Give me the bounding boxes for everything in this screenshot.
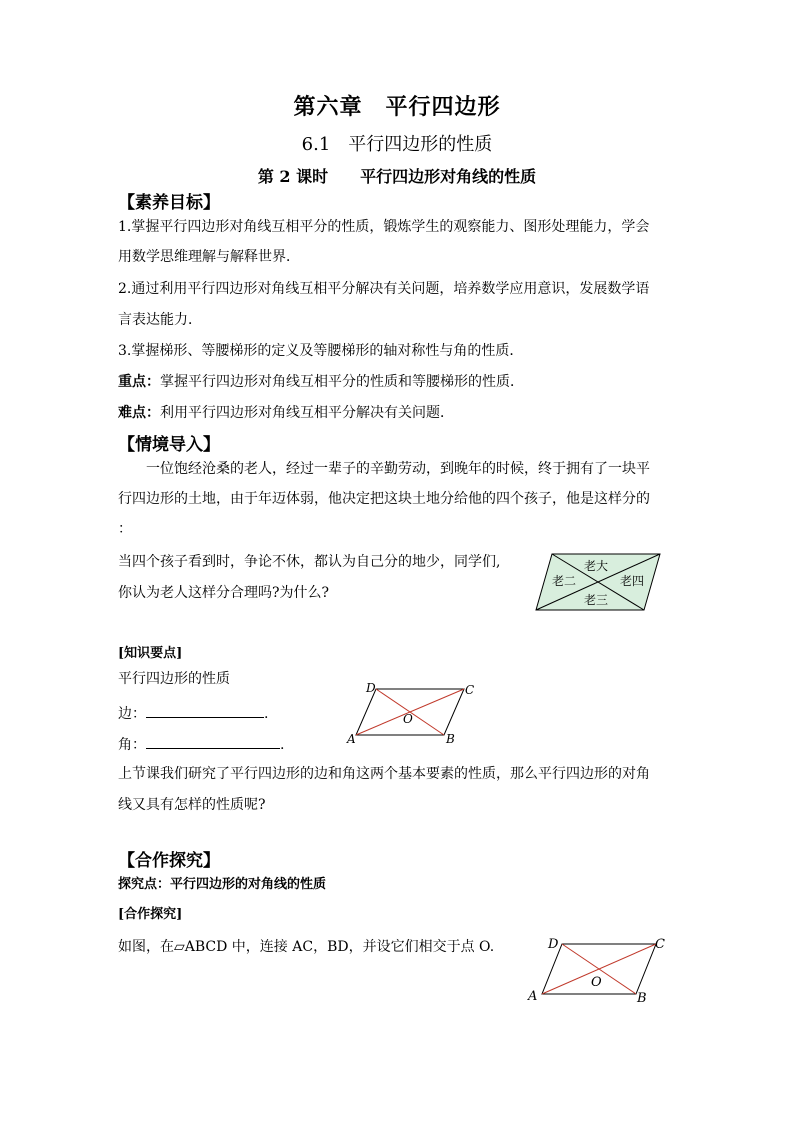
difficulty-label: 难点：	[118, 405, 160, 421]
side-blank	[118, 703, 268, 723]
explore-text: 如图，在▱ABCD 中，连接 AC，BD，并设它们相交于点 O.	[118, 939, 495, 955]
angle-period: .	[280, 737, 285, 753]
vertex-c-2: C	[655, 937, 665, 952]
goal-1-line-2: 用数学思维理解与解释世界．	[118, 249, 300, 265]
vertex-a-1: A	[347, 732, 356, 746]
goal-1-line-1: 1.掌握平行四边形对角线互相平分的性质，锻炼学生的观察能力、图形处理能力，学会	[118, 219, 650, 235]
land-label-left: 老二	[551, 574, 577, 588]
angle-answer-blank[interactable]	[146, 734, 280, 749]
side-label: 边：	[118, 706, 146, 722]
vertex-d-2: D	[548, 937, 559, 952]
vertex-b-2: B	[637, 991, 647, 1006]
intro-line-1: 一位饱经沧桑的老人，经过一辈子的辛勤劳动，到晚年的时候，终于拥有了一块平	[146, 461, 650, 477]
parallelogram-figure-2	[522, 934, 672, 1006]
question-line-1: 上节课我们研究了平行四边形的边和角这两个基本要素的性质，那么平行四边形的对角	[118, 766, 650, 782]
land-label-bottom: 老三	[583, 593, 609, 607]
vertex-a-2: A	[528, 989, 538, 1004]
center-o-2: O	[591, 975, 602, 990]
key-point-text: 掌握平行四边形对角线互相平分的性质和等腰梯形的性质．	[160, 374, 524, 390]
side-answer-blank[interactable]	[146, 703, 264, 718]
difficulty-text: 利用平行四边形对角线互相平分解决有关问题．	[160, 405, 454, 421]
parallelogram-figure-1	[344, 680, 476, 748]
vertex-c-1: C	[465, 683, 475, 697]
intro-heading: 【情境导入】	[118, 435, 220, 455]
angle-blank	[118, 734, 284, 754]
land-division-figure	[534, 550, 664, 614]
knowledge-topic: 平行四边形的性质	[118, 671, 230, 687]
intro-line-4: 当四个孩子看到时，争论不休，都认为自己分的地少，同学们,	[118, 554, 501, 570]
question-line-2: 线又具有怎样的性质呢?	[118, 797, 266, 813]
chapter-title: 第六章 平行四边形	[293, 94, 501, 120]
land-label-right: 老四	[619, 574, 645, 588]
intro-line-3: ：	[118, 521, 132, 537]
vertex-d-1: D	[366, 681, 376, 695]
vertex-b-1: B	[446, 732, 455, 746]
goal-2-line-2: 言表达能力．	[118, 312, 202, 328]
angle-label: 角：	[118, 737, 146, 753]
goal-3: 3.掌握梯形、等腰梯形的定义及等腰梯形的轴对称性与角的性质．	[118, 343, 524, 359]
explore-sub-heading: [合作探究]	[118, 907, 183, 922]
key-point-label: 重点：	[118, 374, 160, 390]
key-point	[118, 373, 524, 391]
explore-point: 探究点：平行四边形的对角线的性质	[118, 877, 327, 892]
land-label-top: 老大	[583, 559, 609, 573]
difficulty-point	[118, 404, 454, 422]
center-o-1: O	[403, 712, 413, 726]
intro-line-5: 你认为老人这样分合理吗?为什么?	[118, 585, 330, 601]
intro-line-2: 行四边形的土地，由于年迈体弱，他决定把这块土地分给他的四个孩子，他是这样分的	[118, 491, 650, 507]
goals-heading: 【素养目标】	[118, 193, 220, 213]
goal-2-line-1: 2.通过利用平行四边形对角线互相平分解决有关问题，培养数学应用意识，发展数学语	[118, 281, 650, 297]
section-title: 6.1 平行四边形的性质	[301, 134, 493, 155]
knowledge-heading: [知识要点]	[118, 646, 183, 661]
explore-heading: 【合作探究】	[118, 851, 220, 871]
side-period: .	[264, 706, 269, 722]
lesson-title: 第 2 课时 平行四边形对角线的性质	[257, 167, 537, 186]
